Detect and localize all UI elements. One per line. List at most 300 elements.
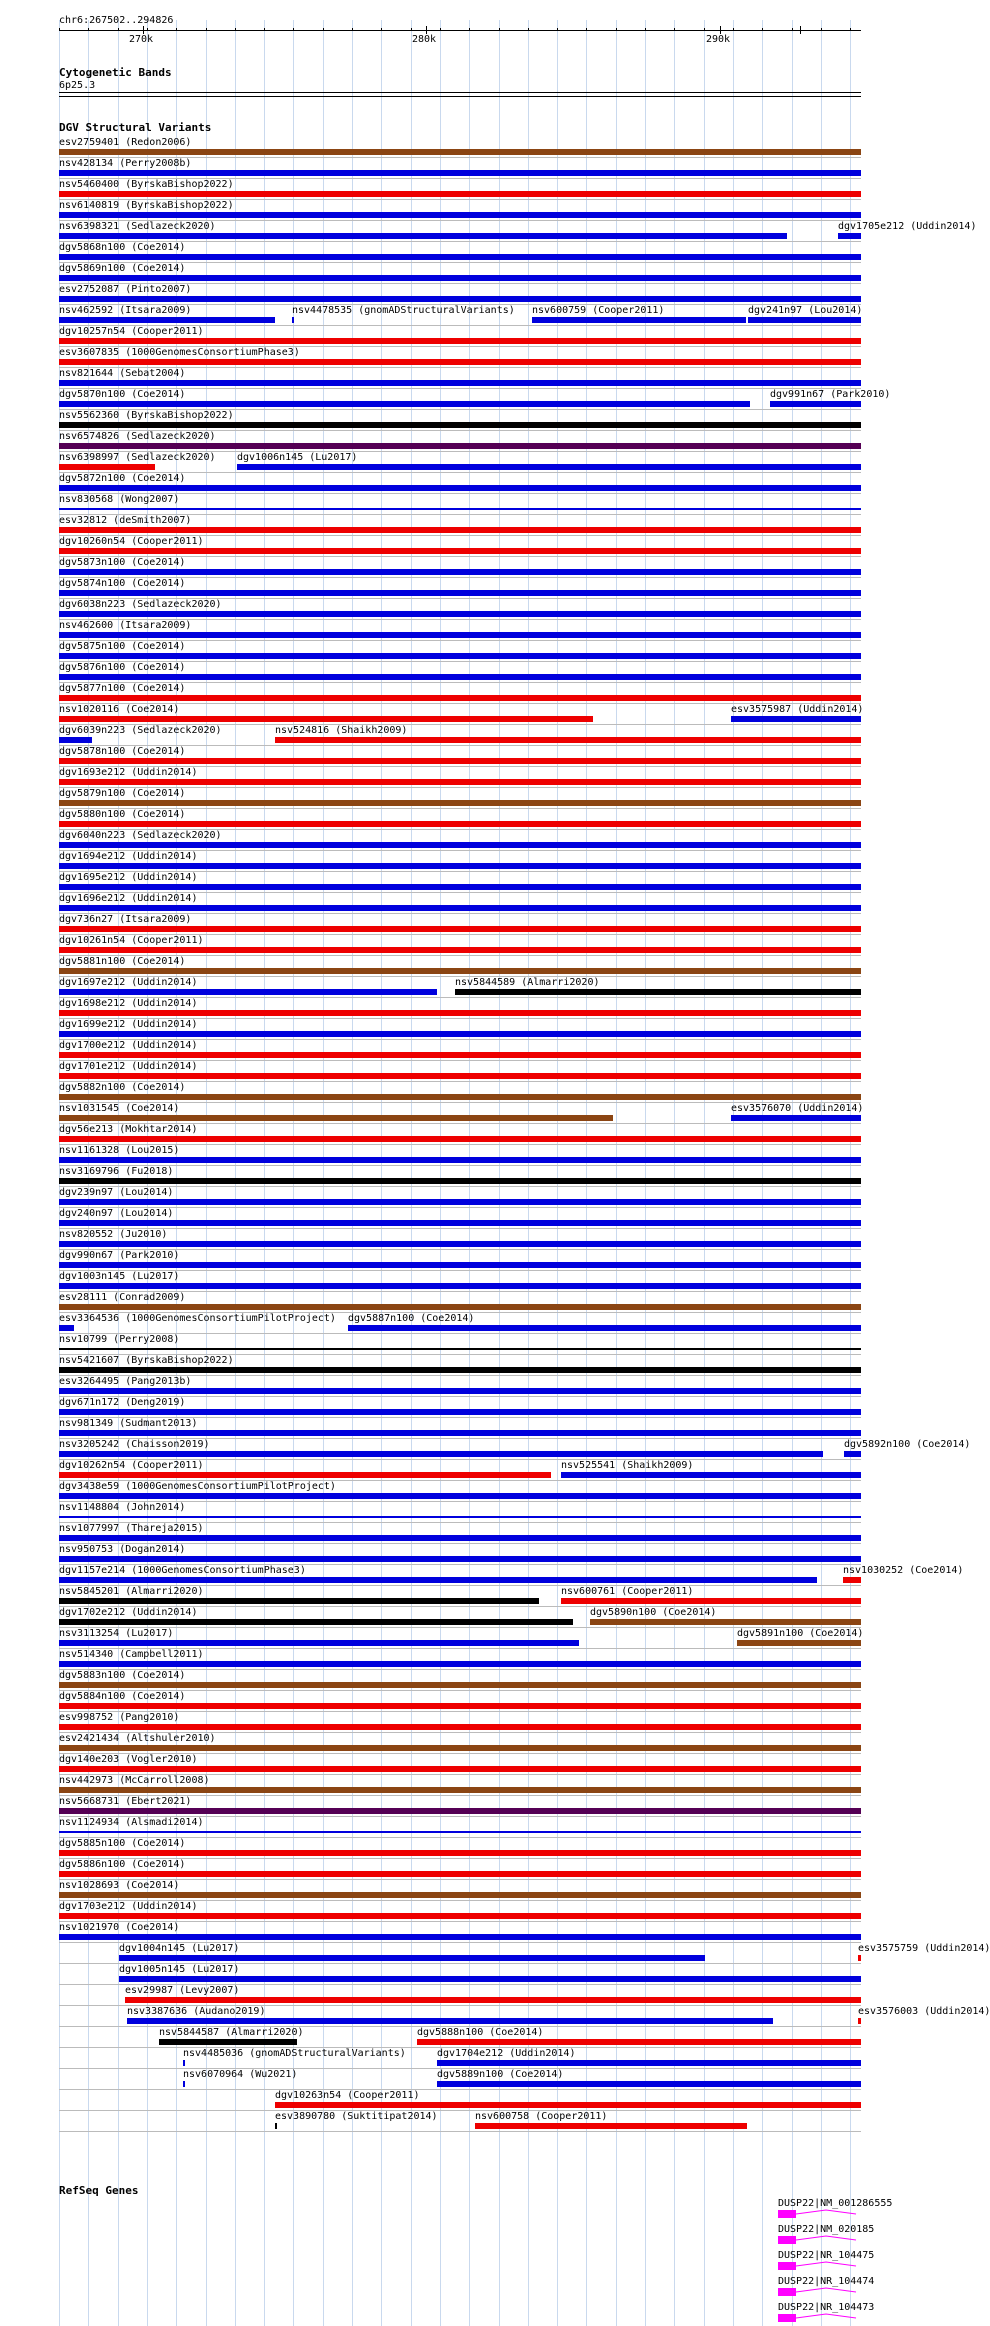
dgv-feature-label[interactable]: dgv5882n100 (Coe2014) xyxy=(59,1082,186,1093)
dgv-feature-bar[interactable] xyxy=(59,926,861,932)
dgv-feature-label[interactable]: dgv6039n223 (Sedlazeck2020) xyxy=(59,725,222,736)
dgv-feature-label[interactable]: esv29987 (Levy2007) xyxy=(125,1985,240,1996)
dgv-feature-label[interactable]: dgv1703e212 (Uddin2014) xyxy=(59,1901,198,1912)
ruler-tick-label: 290k xyxy=(706,34,731,45)
dgv-feature-bar[interactable] xyxy=(59,1516,861,1518)
dgv-feature-label[interactable]: nsv5460400 (ByrskaBishop2022) xyxy=(59,179,234,190)
dgv-feature-bar[interactable] xyxy=(59,1430,861,1436)
dgv-feature-label[interactable]: esv28111 (Conrad2009) xyxy=(59,1292,186,1303)
dgv-feature-label[interactable]: dgv5886n100 (Coe2014) xyxy=(59,1859,186,1870)
dgv-feature-bar[interactable] xyxy=(59,317,275,323)
dgv-feature-label[interactable]: dgv1006n145 (Lu2017) xyxy=(237,452,358,463)
dgv-feature-label[interactable]: nsv981349 (Sudmant2013) xyxy=(59,1418,198,1429)
row-divider xyxy=(59,2110,861,2111)
dgv-feature-label[interactable]: dgv736n27 (Itsara2009) xyxy=(59,914,192,925)
dgv-feature-bar[interactable] xyxy=(737,1640,861,1646)
dgv-feature-bar[interactable] xyxy=(59,1598,539,1604)
ruler-minor-tick xyxy=(821,28,822,31)
row-divider xyxy=(59,1165,861,1166)
dgv-feature-label[interactable]: nsv1030252 (Coe2014) xyxy=(843,1565,964,1576)
row-divider xyxy=(59,1207,861,1208)
dgv-feature-label[interactable]: nsv1124934 (Alsmadi2014) xyxy=(59,1817,204,1828)
dgv-feature-bar[interactable] xyxy=(59,1094,861,1100)
dgv-feature-label[interactable]: dgv990n67 (Park2010) xyxy=(59,1250,180,1261)
dgv-feature-label[interactable]: nsv5562360 (ByrskaBishop2022) xyxy=(59,410,234,421)
dgv-feature-bar[interactable] xyxy=(59,1325,74,1331)
dgv-feature-label[interactable]: nsv6070964 (Wu2021) xyxy=(183,2069,298,2080)
dgv-feature-label[interactable]: nsv462592 (Itsara2009) xyxy=(59,305,192,316)
dgv-feature-label[interactable]: esv3576070 (Uddin2014) xyxy=(731,1103,864,1114)
dgv-feature-label[interactable]: dgv991n67 (Park2010) xyxy=(770,389,891,400)
row-divider xyxy=(59,2089,861,2090)
dgv-feature-label[interactable]: nsv5844589 (Almarri2020) xyxy=(455,977,600,988)
ruler-minor-tick xyxy=(733,28,734,31)
dgv-feature-bar[interactable] xyxy=(59,1577,817,1583)
dgv-feature-bar[interactable] xyxy=(59,149,861,155)
dgv-feature-label[interactable]: dgv5879n100 (Coe2014) xyxy=(59,788,186,799)
gene-label[interactable]: DUSP22|NM_020185 xyxy=(778,2224,875,2235)
dgv-feature-bar[interactable] xyxy=(59,863,861,869)
dgv-feature-bar[interactable] xyxy=(59,1831,861,1833)
gene-intron xyxy=(796,2234,866,2246)
dgv-feature-label[interactable]: nsv1028693 (Coe2014) xyxy=(59,1880,180,1891)
dgv-feature-label[interactable]: dgv10261n54 (Cooper2011) xyxy=(59,935,204,946)
dgv-feature-label[interactable]: nsv10799 (Perry2008) xyxy=(59,1334,180,1345)
dgv-feature-bar[interactable] xyxy=(59,1703,861,1709)
dgv-feature-label[interactable]: dgv5878n100 (Coe2014) xyxy=(59,746,186,757)
dgv-feature-label[interactable]: nsv3113254 (Lu2017) xyxy=(59,1628,174,1639)
dgv-feature-bar[interactable] xyxy=(59,1745,861,1751)
dgv-feature-bar[interactable] xyxy=(275,2102,861,2108)
gene-exon[interactable] xyxy=(778,2210,796,2218)
dgv-feature-bar[interactable] xyxy=(59,1178,861,1184)
ruler-minor-tick xyxy=(206,28,207,31)
dgv-feature-label[interactable]: nsv6574826 (Sedlazeck2020) xyxy=(59,431,216,442)
dgv-feature-bar[interactable] xyxy=(59,401,750,407)
dgv-feature-bar[interactable] xyxy=(59,653,861,659)
dgv-feature-bar[interactable] xyxy=(59,485,861,491)
dgv-feature-bar[interactable] xyxy=(59,1409,861,1415)
dgv-feature-bar[interactable] xyxy=(275,2123,277,2129)
dgv-feature-label[interactable]: dgv671n172 (Deng2019) xyxy=(59,1397,186,1408)
dgv-feature-bar[interactable] xyxy=(59,716,593,722)
dgv-feature-bar[interactable] xyxy=(59,779,861,785)
dgv-feature-bar[interactable] xyxy=(59,737,92,743)
dgv-feature-bar[interactable] xyxy=(561,1598,861,1604)
ruler-minor-tick xyxy=(118,28,119,31)
dgv-feature-label[interactable]: esv3607835 (1000GenomesConsortiumPhase3) xyxy=(59,347,300,358)
gene-label[interactable]: DUSP22|NM_001286555 xyxy=(778,2198,893,2209)
dgv-feature-bar[interactable] xyxy=(437,2060,861,2066)
dgv-feature-label[interactable]: dgv5875n100 (Coe2014) xyxy=(59,641,186,652)
ruler-tick xyxy=(426,26,427,34)
dgv-feature-bar[interactable] xyxy=(59,1199,861,1205)
dgv-feature-label[interactable]: nsv830568 (Wong2007) xyxy=(59,494,180,505)
gene-intron-line xyxy=(796,2236,856,2240)
dgv-feature-label[interactable]: dgv1003n145 (Lu2017) xyxy=(59,1271,180,1282)
dgv-feature-bar[interactable] xyxy=(532,317,746,323)
ruler-minor-tick xyxy=(176,28,177,31)
dgv-feature-bar[interactable] xyxy=(59,380,861,386)
dgv-feature-label[interactable]: nsv4478535 (gnomADStructuralVariants) xyxy=(292,305,515,316)
dgv-feature-bar[interactable] xyxy=(843,1577,861,1583)
dgv-feature-bar[interactable] xyxy=(59,1031,861,1037)
dgv-feature-label[interactable]: nsv821644 (Sebat2004) xyxy=(59,368,186,379)
ruler-tick-label: 280k xyxy=(412,34,437,45)
dgv-feature-bar[interactable] xyxy=(838,233,861,239)
dgv-feature-bar[interactable] xyxy=(59,191,861,197)
dgv-feature-label[interactable]: nsv3205242 (Chaisson2019) xyxy=(59,1439,210,1450)
ruler-minor-tick xyxy=(293,28,294,31)
gene-label[interactable]: DUSP22|NR_104474 xyxy=(778,2276,875,2287)
region-coordinates: chr6:267502..294826 xyxy=(59,15,174,26)
dgv-feature-bar[interactable] xyxy=(59,905,861,911)
dgv-feature-bar[interactable] xyxy=(475,2123,747,2129)
dgv-feature-label[interactable]: nsv1031545 (Coe2014) xyxy=(59,1103,180,1114)
dgv-feature-bar[interactable] xyxy=(348,1325,861,1331)
dgv-feature-bar[interactable] xyxy=(844,1451,861,1457)
gene-intron-line xyxy=(796,2314,856,2318)
gene-exon[interactable] xyxy=(778,2314,796,2322)
gene-exon[interactable] xyxy=(778,2288,796,2296)
dgv-feature-bar[interactable] xyxy=(59,1934,861,1940)
dgv-feature-label[interactable]: nsv524816 (Shaikh2009) xyxy=(275,725,408,736)
dgv-feature-label[interactable]: dgv10257n54 (Cooper2011) xyxy=(59,326,204,337)
dgv-feature-label[interactable]: dgv1694e212 (Uddin2014) xyxy=(59,851,198,862)
dgv-feature-label[interactable]: dgv3438e59 (1000GenomesConsortiumPilotProject) xyxy=(59,1481,336,1492)
dgv-feature-label[interactable]: dgv56e213 (Mokhtar2014) xyxy=(59,1124,198,1135)
dgv-feature-label[interactable]: esv3264495 (Pang2013b) xyxy=(59,1376,192,1387)
dgv-feature-label[interactable]: dgv5889n100 (Coe2014) xyxy=(437,2069,564,2080)
dgv-feature-label[interactable]: nsv5845201 (Almarri2020) xyxy=(59,1586,204,1597)
dgv-feature-bar[interactable] xyxy=(59,1787,861,1793)
dgv-feature-bar[interactable] xyxy=(59,296,861,302)
dgv-feature-bar[interactable] xyxy=(59,254,861,260)
dgv-feature-bar[interactable] xyxy=(59,508,861,510)
dgv-feature-label[interactable]: nsv6140819 (ByrskaBishop2022) xyxy=(59,200,234,211)
dgv-feature-bar[interactable] xyxy=(59,1472,551,1478)
dgv-feature-bar[interactable] xyxy=(59,1367,861,1373)
dgv-feature-bar[interactable] xyxy=(561,1472,861,1478)
dgv-feature-label[interactable]: nsv1148804 (John2014) xyxy=(59,1502,186,1513)
dgv-feature-label[interactable]: nsv820552 (Ju2010) xyxy=(59,1229,168,1240)
ruler-minor-tick xyxy=(792,28,793,31)
dgv-feature-label[interactable]: dgv5881n100 (Coe2014) xyxy=(59,956,186,967)
ruler-minor-tick xyxy=(499,28,500,31)
dgv-feature-label[interactable]: dgv5888n100 (Coe2014) xyxy=(417,2027,544,2038)
dgv-feature-label[interactable]: dgv5884n100 (Coe2014) xyxy=(59,1691,186,1702)
dgv-feature-bar[interactable] xyxy=(59,947,861,953)
dgv-feature-label[interactable]: dgv1157e214 (1000GenomesConsortiumPhase3) xyxy=(59,1565,306,1576)
dgv-feature-label[interactable]: esv3890780 (Suktitipat2014) xyxy=(275,2111,438,2122)
dgv-feature-label[interactable]: dgv6040n223 (Sedlazeck2020) xyxy=(59,830,222,841)
dgv-feature-bar[interactable] xyxy=(59,443,861,449)
dgv-feature-label[interactable]: dgv1702e212 (Uddin2014) xyxy=(59,1607,198,1618)
dgv-feature-bar[interactable] xyxy=(437,2081,861,2087)
gene-exon[interactable] xyxy=(778,2236,796,2244)
dgv-feature-label[interactable]: dgv240n97 (Lou2014) xyxy=(59,1208,174,1219)
dgv-feature-label[interactable]: dgv5876n100 (Coe2014) xyxy=(59,662,186,673)
dgv-feature-bar[interactable] xyxy=(59,1556,861,1562)
dgv-feature-bar[interactable] xyxy=(59,989,437,995)
dgv-feature-label[interactable]: esv2759401 (Redon2006) xyxy=(59,137,192,148)
dgv-feature-label[interactable]: esv32812 (deSmith2007) xyxy=(59,515,192,526)
dgv-feature-bar[interactable] xyxy=(59,464,155,470)
dgv-feature-label[interactable]: nsv4485036 (gnomADStructuralVariants) xyxy=(183,2048,406,2059)
dgv-feature-label[interactable]: dgv1695e212 (Uddin2014) xyxy=(59,872,198,883)
ruler-minor-tick xyxy=(440,28,441,31)
dgv-feature-bar[interactable] xyxy=(59,548,861,554)
dgv-feature-label[interactable]: nsv3169796 (Fu2018) xyxy=(59,1166,174,1177)
dgv-feature-bar[interactable] xyxy=(731,716,861,722)
dgv-feature-label[interactable]: dgv1005n145 (Lu2017) xyxy=(119,1964,240,1975)
dgv-feature-bar[interactable] xyxy=(59,1348,861,1350)
dgv-feature-label[interactable]: nsv5421607 (ByrskaBishop2022) xyxy=(59,1355,234,1366)
gene-label[interactable]: DUSP22|NR_104475 xyxy=(778,2250,875,2261)
dgv-feature-label[interactable]: dgv5874n100 (Coe2014) xyxy=(59,578,186,589)
ruler-minor-tick xyxy=(323,28,324,31)
dgv-feature-label[interactable]: nsv6398997 (Sedlazeck2020) xyxy=(59,452,216,463)
dgv-feature-label[interactable]: nsv3387636 (Audano2019) xyxy=(127,2006,266,2017)
gene-intron-line xyxy=(796,2262,856,2266)
dgv-feature-bar[interactable] xyxy=(275,737,861,743)
refseq-track-title: RefSeq Genes xyxy=(59,2184,139,2197)
dgv-feature-bar[interactable] xyxy=(59,1220,861,1226)
gene-exon[interactable] xyxy=(778,2262,796,2270)
dgv-feature-label[interactable]: dgv5869n100 (Coe2014) xyxy=(59,263,186,274)
dgv-feature-bar[interactable] xyxy=(59,632,861,638)
dgv-feature-bar[interactable] xyxy=(59,1661,861,1667)
dgv-feature-bar[interactable] xyxy=(59,233,787,239)
gene-intron xyxy=(796,2208,866,2220)
dgv-feature-bar[interactable] xyxy=(59,1304,861,1310)
dgv-feature-label[interactable]: esv998752 (Pang2010) xyxy=(59,1712,180,1723)
dgv-feature-label[interactable]: nsv5844587 (Almarri2020) xyxy=(159,2027,304,2038)
dgv-feature-bar[interactable] xyxy=(59,800,861,806)
dgv-feature-bar[interactable] xyxy=(59,212,861,218)
dgv-feature-bar[interactable] xyxy=(59,1388,861,1394)
dgv-feature-bar[interactable] xyxy=(59,1766,861,1772)
dgv-feature-label[interactable]: dgv1704e212 (Uddin2014) xyxy=(437,2048,576,2059)
dgv-feature-bar[interactable] xyxy=(59,821,861,827)
dgv-feature-bar[interactable] xyxy=(59,1010,861,1016)
dgv-feature-label[interactable]: dgv5890n100 (Coe2014) xyxy=(590,1607,717,1618)
dgv-feature-bar[interactable] xyxy=(59,170,861,176)
dgv-feature-bar[interactable] xyxy=(59,1871,861,1877)
dgv-feature-label[interactable]: nsv462600 (Itsara2009) xyxy=(59,620,192,631)
dgv-feature-bar[interactable] xyxy=(59,1640,579,1646)
gene-intron-line xyxy=(796,2210,856,2214)
dgv-feature-bar[interactable] xyxy=(59,338,861,344)
dgv-feature-label[interactable]: dgv241n97 (Lou2014) xyxy=(748,305,863,316)
dgv-feature-label[interactable]: nsv525541 (Shaikh2009) xyxy=(561,1460,694,1471)
dgv-feature-label[interactable]: dgv5873n100 (Coe2014) xyxy=(59,557,186,568)
dgv-feature-bar[interactable] xyxy=(770,401,861,407)
dgv-feature-label[interactable]: dgv1004n145 (Lu2017) xyxy=(119,1943,240,1954)
ruler-end-tick xyxy=(800,26,801,34)
ruler-minor-tick xyxy=(264,28,265,31)
dgv-feature-label[interactable]: nsv600761 (Cooper2011) xyxy=(561,1586,694,1597)
gene-label[interactable]: DUSP22|NR_104473 xyxy=(778,2302,875,2313)
ruler-minor-tick xyxy=(674,28,675,31)
dgv-feature-bar[interactable] xyxy=(59,1808,861,1814)
gene-intron-line xyxy=(796,2288,856,2292)
dgv-feature-bar[interactable] xyxy=(59,1892,861,1898)
dgv-feature-bar[interactable] xyxy=(59,1073,861,1079)
gene-intron xyxy=(796,2312,866,2324)
dgv-feature-label[interactable]: nsv950753 (Dogan2014) xyxy=(59,1544,186,1555)
dgv-feature-bar[interactable] xyxy=(292,317,294,323)
dgv-feature-label[interactable]: esv2421434 (Altshuler2010) xyxy=(59,1733,216,1744)
dgv-feature-label[interactable]: dgv1696e212 (Uddin2014) xyxy=(59,893,198,904)
dgv-feature-label[interactable]: dgv1699e212 (Uddin2014) xyxy=(59,1019,198,1030)
dgv-feature-label[interactable]: nsv5668731 (Ebert2021) xyxy=(59,1796,192,1807)
dgv-feature-label[interactable]: esv3576003 (Uddin2014) xyxy=(858,2006,990,2017)
dgv-feature-label[interactable]: dgv1701e212 (Uddin2014) xyxy=(59,1061,198,1072)
dgv-feature-label[interactable]: dgv5892n100 (Coe2014) xyxy=(844,1439,971,1450)
dgv-feature-label[interactable]: dgv5885n100 (Coe2014) xyxy=(59,1838,186,1849)
dgv-feature-label[interactable]: dgv5887n100 (Coe2014) xyxy=(348,1313,475,1324)
dgv-feature-bar[interactable] xyxy=(748,317,861,323)
dgv-feature-label[interactable]: nsv514340 (Campbell2011) xyxy=(59,1649,204,1660)
dgv-feature-label[interactable]: dgv10262n54 (Cooper2011) xyxy=(59,1460,204,1471)
dgv-feature-bar[interactable] xyxy=(417,2039,861,2045)
dgv-feature-label[interactable]: dgv5877n100 (Coe2014) xyxy=(59,683,186,694)
dgv-feature-label[interactable]: dgv10263n54 (Cooper2011) xyxy=(275,2090,420,2101)
ruler-minor-tick xyxy=(528,28,529,31)
dgv-feature-bar[interactable] xyxy=(59,1283,861,1289)
dgv-feature-bar[interactable] xyxy=(183,2060,185,2066)
dgv-feature-bar[interactable] xyxy=(183,2081,185,2087)
dgv-feature-bar[interactable] xyxy=(59,1451,823,1457)
ruler-minor-tick xyxy=(88,28,89,31)
dgv-feature-label[interactable]: nsv1077997 (Thareja2015) xyxy=(59,1523,204,1534)
ruler-minor-tick xyxy=(645,28,646,31)
ruler-minor-tick xyxy=(147,28,148,31)
dgv-feature-bar[interactable] xyxy=(119,1976,861,1982)
dgv-feature-bar[interactable] xyxy=(59,1850,861,1856)
dgv-feature-bar[interactable] xyxy=(731,1115,861,1121)
dgv-feature-bar[interactable] xyxy=(59,884,861,890)
dgv-feature-label[interactable]: esv2752087 (Pinto2007) xyxy=(59,284,192,295)
dgv-feature-bar[interactable] xyxy=(59,1136,861,1142)
dgv-feature-label[interactable]: dgv1698e212 (Uddin2014) xyxy=(59,998,198,1009)
ruler-tick xyxy=(720,26,721,34)
ruler-tick xyxy=(143,26,144,34)
dgv-feature-label[interactable]: dgv239n97 (Lou2014) xyxy=(59,1187,174,1198)
dgv-feature-bar[interactable] xyxy=(59,1619,573,1625)
dgv-feature-bar[interactable] xyxy=(59,1724,861,1730)
dgv-feature-bar[interactable] xyxy=(127,2018,773,2024)
dgv-feature-bar[interactable] xyxy=(59,1241,861,1247)
gene-intron xyxy=(796,2260,866,2272)
dgv-feature-label[interactable]: nsv600758 (Cooper2011) xyxy=(475,2111,608,2122)
dgv-track-title: DGV Structural Variants xyxy=(59,121,212,134)
dgv-feature-label[interactable]: nsv6398321 (Sedlazeck2020) xyxy=(59,221,216,232)
ruler-minor-tick xyxy=(411,28,412,31)
dgv-feature-bar[interactable] xyxy=(59,611,861,617)
dgv-feature-label[interactable]: dgv6038n223 (Sedlazeck2020) xyxy=(59,599,222,610)
dgv-feature-label[interactable]: nsv1161328 (Lou2015) xyxy=(59,1145,180,1156)
dgv-feature-label[interactable]: esv3575759 (Uddin2014) xyxy=(858,1943,990,1954)
dgv-feature-bar[interactable] xyxy=(59,422,861,428)
dgv-feature-label[interactable]: dgv5891n100 (Coe2014) xyxy=(737,1628,864,1639)
dgv-feature-label[interactable]: dgv5880n100 (Coe2014) xyxy=(59,809,186,820)
row-divider xyxy=(59,2131,861,2132)
dgv-feature-label[interactable]: nsv428134 (Perry2008b) xyxy=(59,158,192,169)
ruler-minor-tick xyxy=(762,28,763,31)
dgv-feature-label[interactable]: nsv1021970 (Coe2014) xyxy=(59,1922,180,1933)
gene-intron xyxy=(796,2286,866,2298)
dgv-feature-bar[interactable] xyxy=(237,464,861,470)
dgv-feature-bar[interactable] xyxy=(59,1682,861,1688)
dgv-feature-bar[interactable] xyxy=(59,695,861,701)
dgv-feature-bar[interactable] xyxy=(59,1115,613,1121)
ruler-minor-tick xyxy=(704,28,705,31)
ruler-minor-tick xyxy=(616,28,617,31)
ruler-minor-tick xyxy=(59,28,60,31)
dgv-feature-bar[interactable] xyxy=(59,758,861,764)
dgv-feature-bar[interactable] xyxy=(455,989,861,995)
dgv-feature-bar[interactable] xyxy=(59,674,861,680)
dgv-feature-label[interactable]: dgv1705e212 (Uddin2014) xyxy=(838,221,977,232)
dgv-feature-label[interactable]: dgv1700e212 (Uddin2014) xyxy=(59,1040,198,1051)
dgv-feature-bar[interactable] xyxy=(59,569,861,575)
ruler-minor-tick xyxy=(586,28,587,31)
cytogenetic-bands-title: Cytogenetic Bands xyxy=(59,66,172,79)
dgv-feature-label[interactable]: dgv1693e212 (Uddin2014) xyxy=(59,767,198,778)
dgv-feature-label[interactable]: nsv600759 (Cooper2011) xyxy=(532,305,665,316)
dgv-feature-bar[interactable] xyxy=(590,1619,861,1625)
ruler-minor-tick xyxy=(850,28,851,31)
ruler-axis xyxy=(59,30,861,31)
dgv-feature-label[interactable]: dgv1697e212 (Uddin2014) xyxy=(59,977,198,988)
dgv-feature-bar[interactable] xyxy=(59,1052,861,1058)
dgv-feature-bar[interactable] xyxy=(858,2018,861,2024)
dgv-feature-bar[interactable] xyxy=(858,1955,861,1961)
dgv-feature-bar[interactable] xyxy=(59,527,861,533)
dgv-feature-label[interactable]: esv3575987 (Uddin2014) xyxy=(731,704,864,715)
dgv-feature-label[interactable]: esv3364536 (1000GenomesConsortiumPilotProject) xyxy=(59,1313,336,1324)
dgv-feature-label[interactable]: dgv5872n100 (Coe2014) xyxy=(59,473,186,484)
dgv-feature-label[interactable]: dgv5870n100 (Coe2014) xyxy=(59,389,186,400)
dgv-feature-bar[interactable] xyxy=(159,2039,297,2045)
dgv-feature-label[interactable]: dgv10260n54 (Cooper2011) xyxy=(59,536,204,547)
cytoband-line-2 xyxy=(59,96,861,97)
ruler-minor-tick xyxy=(557,28,558,31)
dgv-feature-bar[interactable] xyxy=(59,842,861,848)
dgv-feature-bar[interactable] xyxy=(119,1955,705,1961)
dgv-feature-label[interactable]: dgv5883n100 (Coe2014) xyxy=(59,1670,186,1681)
dgv-feature-bar[interactable] xyxy=(59,1535,861,1541)
dgv-feature-bar[interactable] xyxy=(59,1913,861,1919)
cytoband-label: 6p25.3 xyxy=(59,80,96,91)
dgv-feature-bar[interactable] xyxy=(59,1493,861,1499)
dgv-feature-bar[interactable] xyxy=(59,1262,861,1268)
cytoband-line-1 xyxy=(59,92,861,93)
dgv-feature-label[interactable]: nsv1020116 (Coe2014) xyxy=(59,704,180,715)
dgv-feature-bar[interactable] xyxy=(59,968,861,974)
dgv-feature-label[interactable]: dgv5868n100 (Coe2014) xyxy=(59,242,186,253)
dgv-feature-bar[interactable] xyxy=(125,1997,861,2003)
dgv-feature-bar[interactable] xyxy=(59,275,861,281)
dgv-feature-label[interactable]: nsv442973 (McCarroll2008) xyxy=(59,1775,210,1786)
dgv-feature-label[interactable]: dgv140e203 (Vogler2010) xyxy=(59,1754,198,1765)
dgv-feature-bar[interactable] xyxy=(59,1157,861,1163)
dgv-feature-bar[interactable] xyxy=(59,590,861,596)
dgv-feature-bar[interactable] xyxy=(59,359,861,365)
ruler-tick-label: 270k xyxy=(129,34,154,45)
